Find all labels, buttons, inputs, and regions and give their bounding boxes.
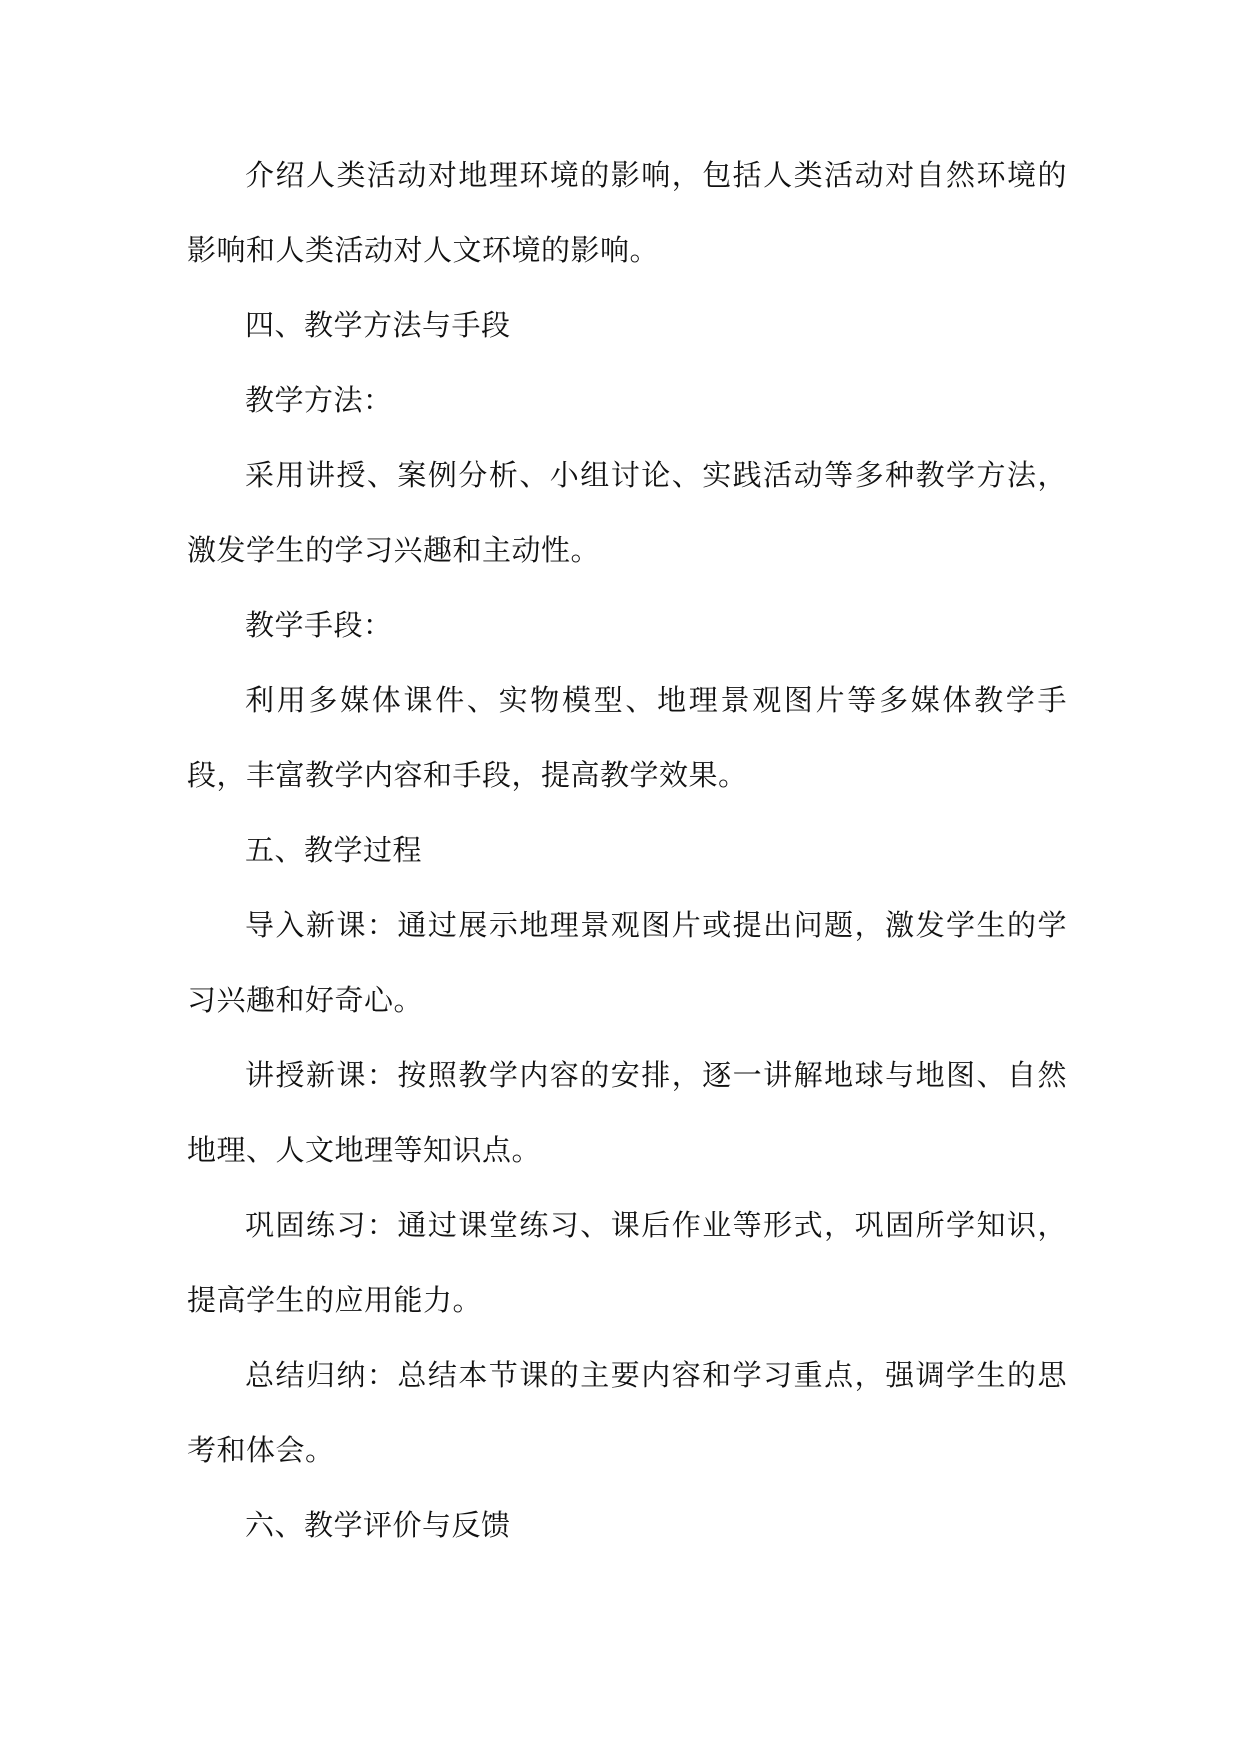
paragraph-means: 利用多媒体课件、实物模型、地理景观图片等多媒体教学手段，丰富教学内容和手段，提高教学效果。 [187, 683, 1067, 792]
subheading-methods: 教学方法： [245, 383, 393, 417]
paragraph-methods: 采用讲授、案例分析、小组讨论、实践活动等多种教学方法，激发学生的学习兴趣和主动性。 [187, 458, 1067, 567]
heading-methods-and-means: 四、教学方法与手段 [245, 308, 511, 342]
subheading-means: 教学手段： [245, 608, 393, 642]
document-body [187, 138, 1067, 1563]
heading-evaluation-feedback: 六、教学评价与反馈 [245, 1508, 511, 1542]
paragraph-human-impact: 介绍人类活动对地理环境的影响，包括人类活动对自然环境的影响和人类活动对人文环境的影响。 [187, 158, 1067, 267]
paragraph-summary: 总结归纳：总结本节课的主要内容和学习重点，强调学生的思考和体会。 [187, 1358, 1067, 1467]
heading-teaching-process: 五、教学过程 [245, 833, 423, 867]
paragraph-practice: 巩固练习：通过课堂练习、课后作业等形式，巩固所学知识，提高学生的应用能力。 [187, 1208, 1067, 1317]
paragraph-new-lesson: 讲授新课：按照教学内容的安排，逐一讲解地球与地图、自然地理、人文地理等知识点。 [187, 1058, 1067, 1167]
paragraph-introduction: 导入新课：通过展示地理景观图片或提出问题，激发学生的学习兴趣和好奇心。 [187, 908, 1067, 1017]
